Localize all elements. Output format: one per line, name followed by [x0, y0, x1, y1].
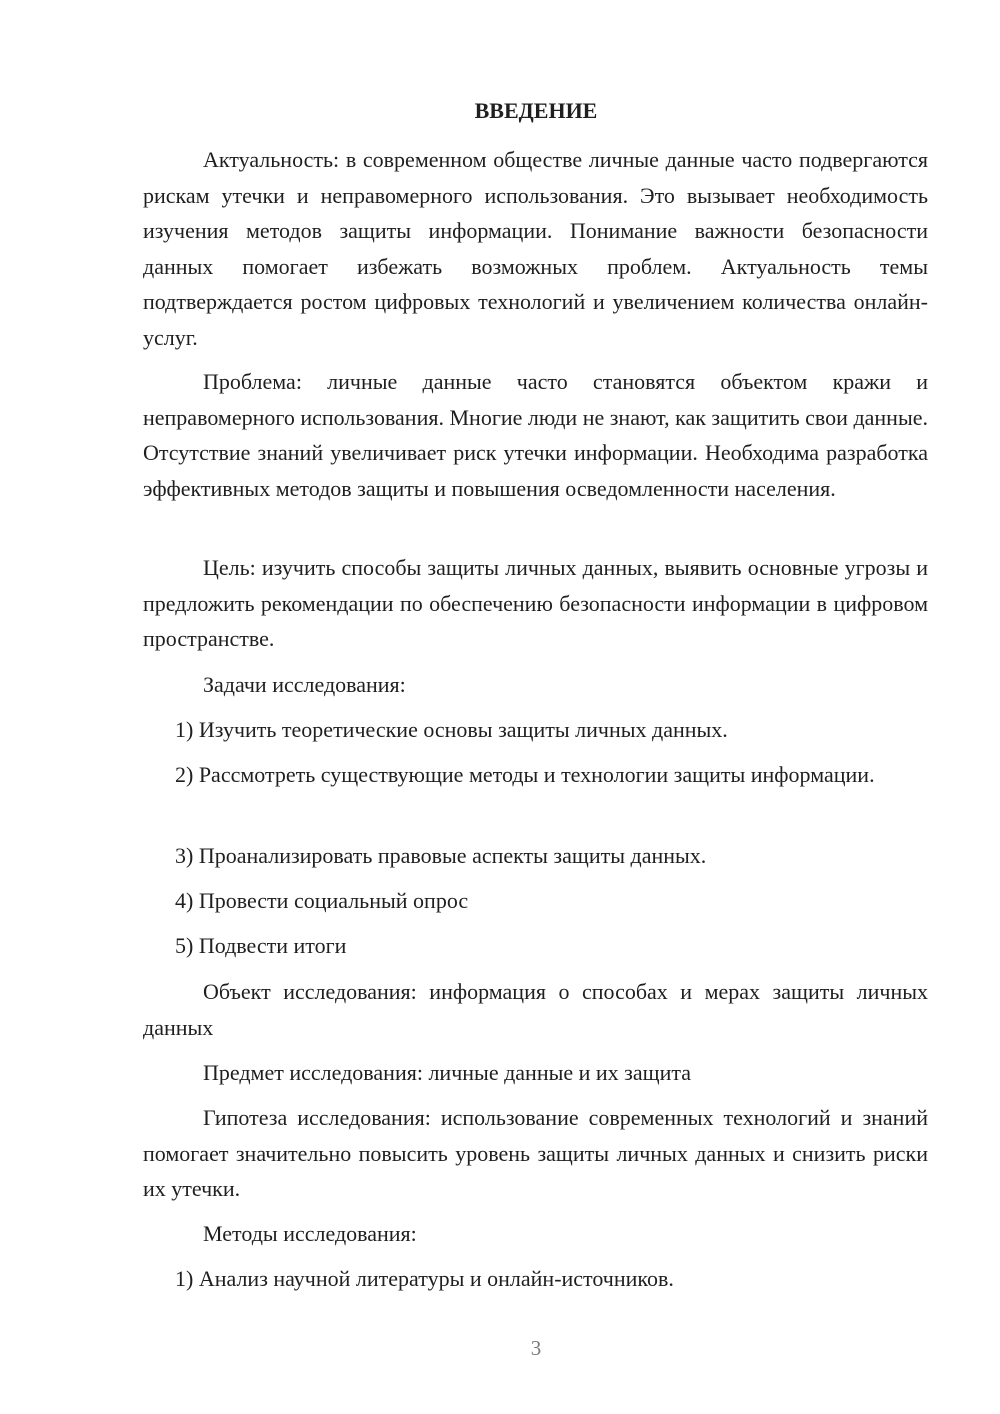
task-item: 1) Изучить теоретические основы защиты личных данных.: [175, 717, 728, 742]
paragraph-hypothesis: Гипотеза исследования: использование современных технологий и знаний помогает значительно повысить уровень защиты личных данных и снизить риски их утечки.: [143, 1105, 928, 1201]
task-item: 3) Проанализировать правовые аспекты защиты данных.: [175, 843, 707, 868]
task-item: 5) Подвести итоги: [175, 933, 347, 958]
method-item: 1) Анализ научной литературы и онлайн-источников.: [175, 1266, 674, 1291]
task-item: 4) Провести социальный опрос: [175, 888, 469, 913]
paragraph-subject: Предмет исследования: личные данные и их защита: [203, 1060, 691, 1085]
tasks-heading: Задачи исследования:: [203, 672, 406, 697]
paragraph-relevance: Актуальность: в современном обществе личные данные часто подвергаются рискам утечки и неправомерного использования. Это вызывает необходимость изучения методов защиты информации. Понимание важности безопасности данных помогает избежать возможных проблем. Актуальность темы подтверждается ростом цифровых технологий и увеличением количества онлайн-услуг.: [143, 147, 928, 350]
task-item: 2) Рассмотреть существующие методы и технологии защиты информации.: [175, 762, 875, 787]
paragraph-problem: Проблема: личные данные часто становятся объектом кражи и неправомерного использования. Многие люди не знают, как защитить свои данные. Отсутствие знаний увеличивает риск утечки информации. Необходима разработка эффективных методов защиты и повышения осведомленности населения.: [143, 369, 928, 501]
page-number: 3: [530, 1336, 542, 1360]
paragraph-goal: Цель: изучить способы защиты личных данных, выявить основные угрозы и предложить рекомендации по обеспечению безопасности информации в цифровом пространстве.: [143, 555, 928, 651]
methods-heading: Методы исследования:: [203, 1221, 417, 1246]
paragraph-object: Объект исследования: информация о способах и мерах защиты личных данных: [143, 979, 928, 1040]
section-title: ВВЕДЕНИЕ: [474, 98, 598, 123]
